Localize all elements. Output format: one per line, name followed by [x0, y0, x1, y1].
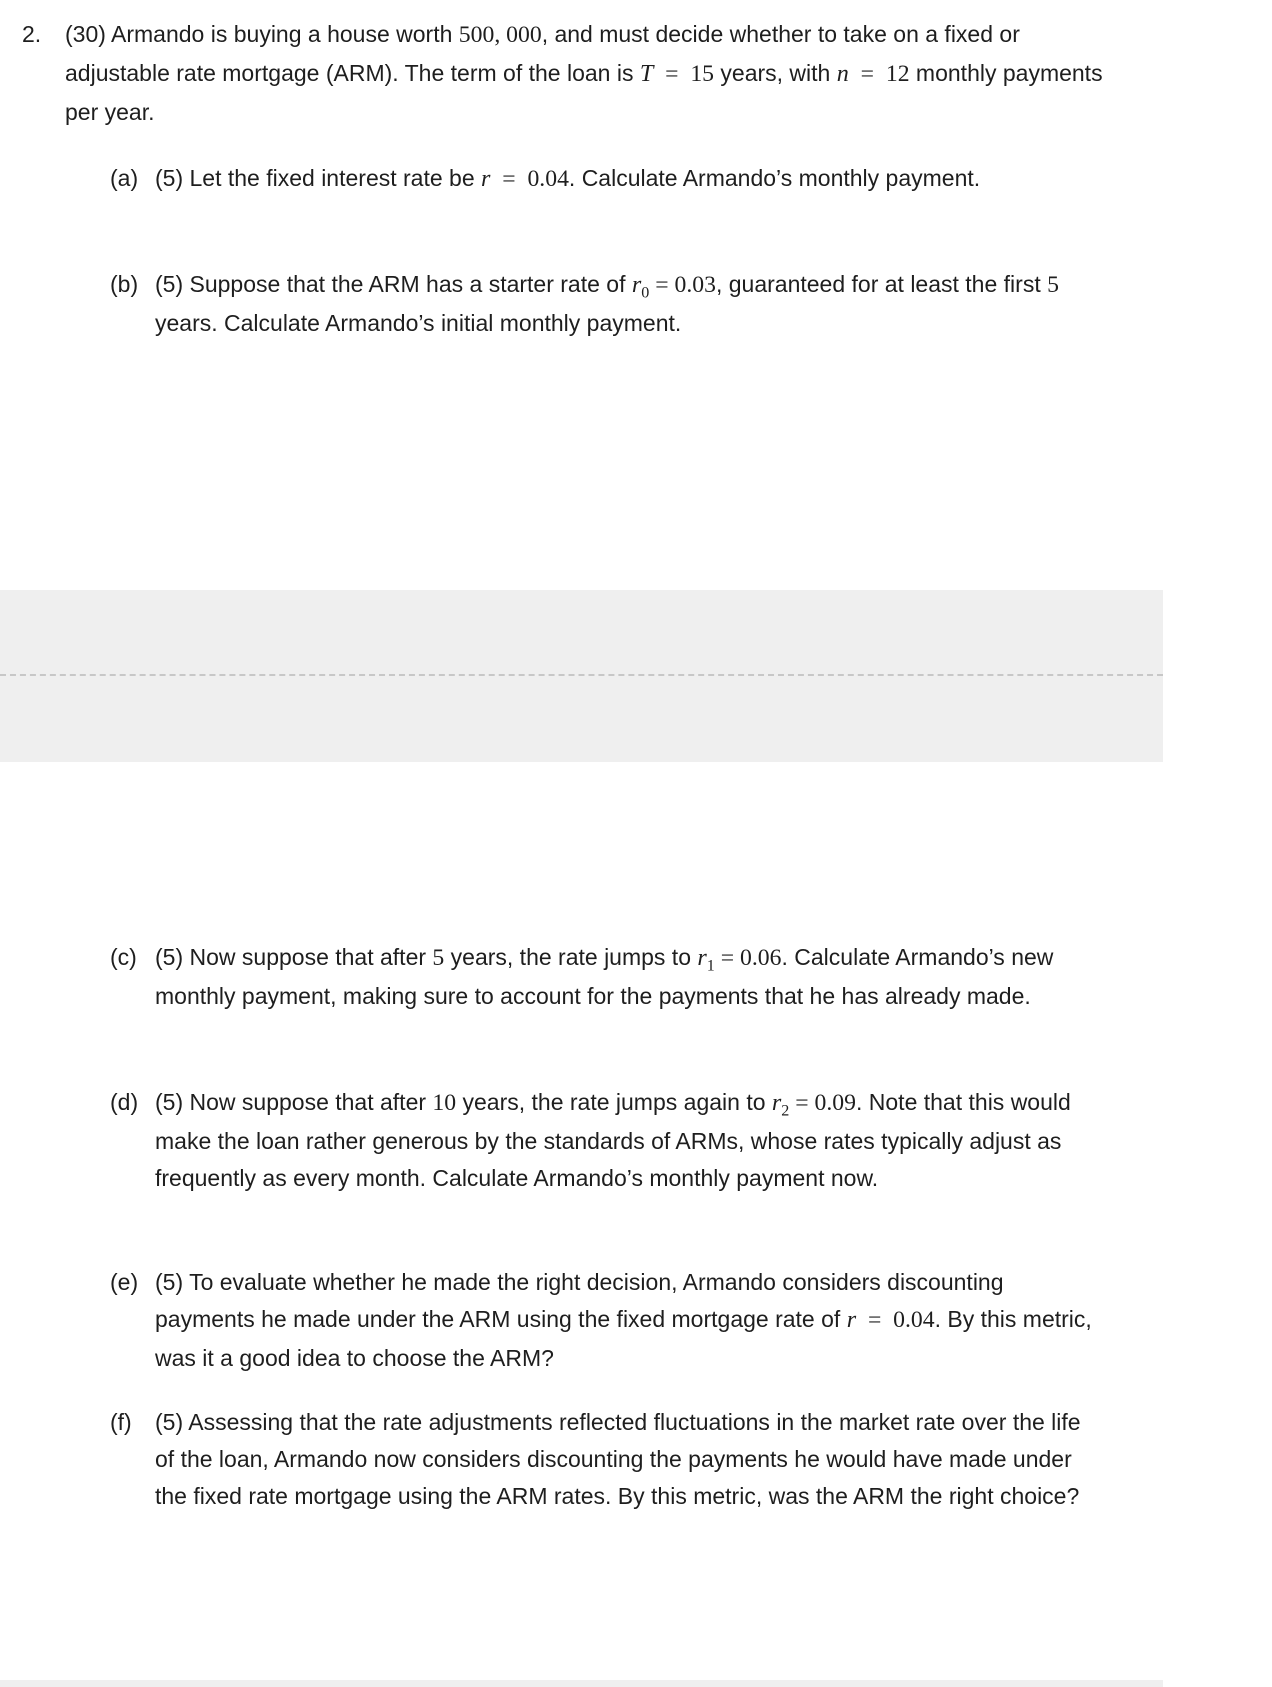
- text-segment: , and must decide whether to take on a fixed or adjustable rate mortgage (ARM). The term of the loan is: [65, 21, 1020, 86]
- problem-part-f: [110, 1404, 1095, 1514]
- math-number: 5: [1047, 272, 1059, 298]
- part-text: [155, 939, 1095, 1015]
- text-segment: . Calculate Armando’s monthly payment.: [568, 165, 981, 191]
- text-segment: . Note that this would make the loan rather generous by the standards of ARMs, whose rates typically adjust as frequently as every month. Calculate Armando’s monthly payment now.: [155, 1089, 1071, 1191]
- text-segment: (30) Armando is buying a house worth: [65, 21, 459, 47]
- next-page-gap-edge: [0, 1680, 1163, 1687]
- math-number: 10: [432, 1090, 457, 1116]
- math-number: = 0.04: [856, 1306, 935, 1333]
- text-segment: (5) Suppose that the ARM has a starter rate of: [155, 271, 632, 297]
- part-label: (f): [110, 1409, 132, 1435]
- problem-part-a: [110, 160, 1095, 199]
- text-segment: (5) Now suppose that after: [155, 944, 433, 970]
- text-segment: monthly payments per year.: [65, 59, 1103, 125]
- text-segment: . By this metric, was it a good idea to choose the ARM?: [155, 1305, 1092, 1371]
- text-segment: years. Calculate Armando’s initial monthly payment.: [155, 309, 682, 336]
- problem-part-c: [110, 939, 1095, 1015]
- part-text: [155, 160, 1095, 199]
- part-text: [155, 1404, 1095, 1514]
- math-subscript: 0: [641, 284, 650, 302]
- text-segment: , guaranteed for at least the first: [715, 271, 1048, 297]
- math-variable: r: [846, 1305, 857, 1333]
- math-number: = 0.04: [490, 166, 569, 192]
- math-number: = 15: [653, 60, 715, 87]
- math-number: 5: [432, 945, 445, 971]
- problem-part-d: [110, 1084, 1095, 1196]
- part-label: (d): [110, 1089, 139, 1115]
- problem-statement: [22, 16, 1122, 131]
- text-segment: . Calculate Armando’s new monthly payment, making sure to account for the payments that he has already made.: [155, 944, 1054, 1009]
- math-subscript: 1: [706, 957, 715, 975]
- math-variable: n: [836, 59, 849, 87]
- text-segment: years, the rate jumps again to: [456, 1089, 772, 1115]
- math-variable: r: [697, 944, 707, 971]
- page-break-gap: [0, 590, 1163, 762]
- page-break-dashed-line: [0, 674, 1163, 676]
- part-label: (c): [110, 944, 137, 970]
- math-subscript: 2: [781, 1102, 790, 1120]
- math-number: 500, 000: [458, 22, 542, 48]
- math-variable: r: [771, 1089, 782, 1116]
- text-segment: years, with: [714, 59, 837, 86]
- math-variable: T: [639, 59, 654, 87]
- math-number: = 12: [848, 60, 910, 87]
- text-segment: (5) Now suppose that after: [155, 1089, 433, 1115]
- part-label: (e): [110, 1269, 139, 1295]
- part-text: [155, 266, 1095, 342]
- problem-intro-text: [65, 16, 1110, 131]
- math-number: = 0.09: [789, 1090, 856, 1116]
- problem-number: 2.: [22, 21, 42, 47]
- math-number: = 0.06: [714, 945, 782, 971]
- problem-part-b: [110, 266, 1095, 342]
- text-segment: (5) Let the fixed interest rate be: [155, 165, 482, 191]
- part-text: [155, 1264, 1095, 1376]
- math-variable: r: [481, 165, 491, 192]
- part-label: (a): [110, 165, 139, 191]
- text-segment: (5) To evaluate whether he made the right decision, Armando considers discounting payments he made under the ARM using the fixed mortgage rate of: [155, 1269, 1004, 1332]
- math-number: = 0.03: [649, 272, 716, 298]
- part-label: (b): [110, 271, 139, 297]
- math-variable: r: [631, 271, 642, 298]
- problem-part-e: [110, 1264, 1095, 1376]
- part-text: [155, 1084, 1095, 1196]
- text-segment: years, the rate jumps to: [444, 944, 698, 970]
- text-segment: (5) Assessing that the rate adjustments reflected fluctuations in the market rate over the life of the loan, Armando now considers discounting the payments he would have made under the fixed rate mortgage using the ARM rates. By this metric, was the ARM the right choice?: [155, 1409, 1081, 1509]
